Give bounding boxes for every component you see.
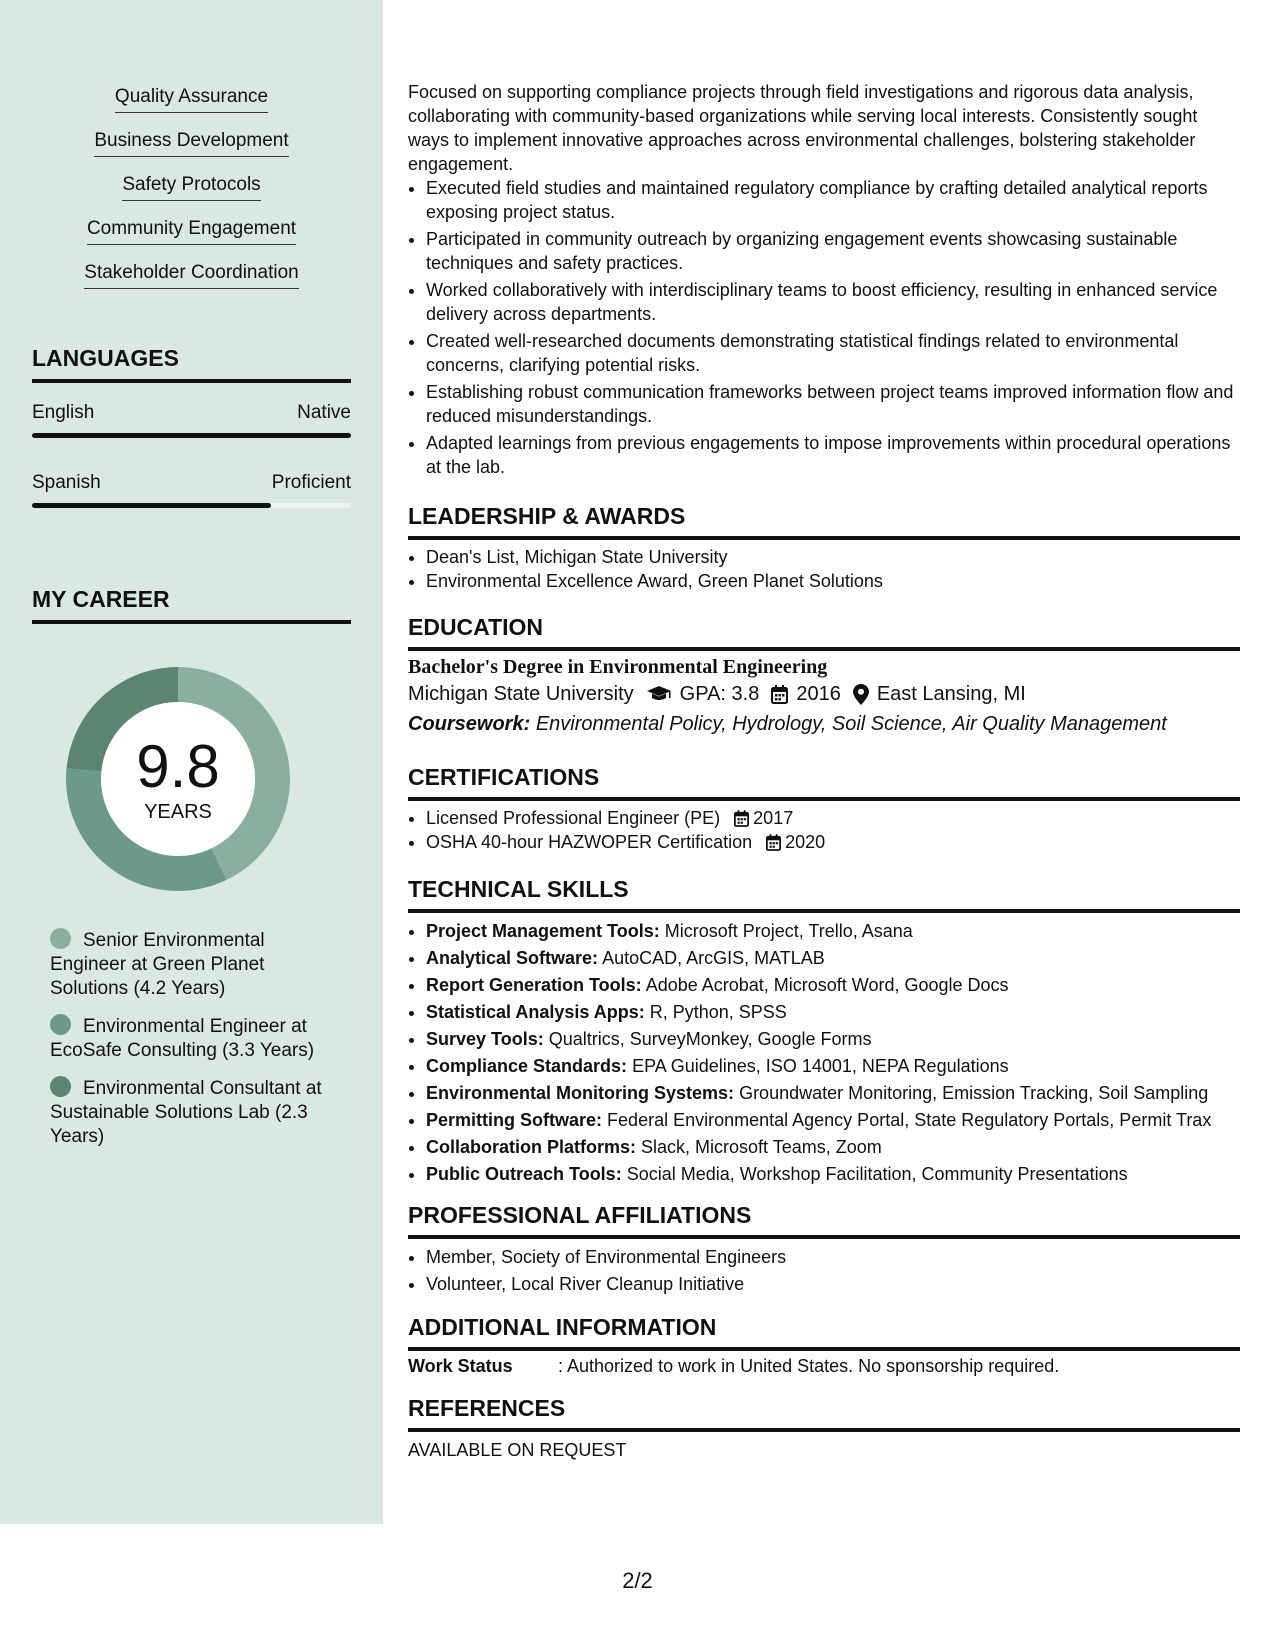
tech-skill-item [426, 1053, 1240, 1080]
language-bar-fill [32, 503, 271, 508]
tech-skill-label: Public Outreach Tools: [426, 1164, 622, 1184]
tech-skill-value: Qualtrics, SurveyMonkey, Google Forms [548, 1029, 872, 1049]
technical-skills-heading: TECHNICAL SKILLS [408, 876, 1240, 913]
legend-dot [50, 928, 71, 949]
tech-skill-label: Statistical Analysis Apps: [426, 1002, 645, 1022]
page-indicator: 2/2 [622, 1568, 653, 1593]
languages-heading: LANGUAGES [32, 345, 351, 383]
award-item: • Dean's List, Michigan State University [426, 545, 1240, 569]
certification-year: 2020 [785, 832, 826, 852]
career-legend-label: Environmental Consultant at Sustainable Solutions Lab (2.3 Years) [50, 1078, 322, 1147]
tech-skill-label: Compliance Standards: [426, 1056, 628, 1076]
tech-skill-value: Groundwater Monitoring, Emission Tracking, Soil Sampling [739, 1083, 1209, 1103]
certifications-list [408, 806, 1240, 854]
skill-item: Safety Protocols [122, 174, 260, 201]
award-item: • Environmental Excellence Award, Green Planet Solutions [426, 569, 1240, 593]
degree-title: Bachelor's Degree in Environmental Engineering [408, 656, 828, 678]
career-legend-item [50, 928, 330, 1001]
education-details [408, 679, 1240, 709]
career-legend-item [50, 1076, 330, 1149]
career-legend-label: Senior Environmental Engineer at Green Planet Solutions (4.2 Years) [50, 930, 265, 999]
career-donut-chart [63, 664, 293, 894]
tech-skill-value: Federal Environmental Agency Portal, State Regulatory Portals, Permit Trax [607, 1110, 1212, 1130]
career-total-unit: YEARS [144, 801, 212, 823]
tech-skill-value: Social Media, Workshop Facilitation, Community Presentations [626, 1164, 1128, 1184]
certification-year: 2017 [753, 808, 794, 828]
school-name: Michigan State University [408, 683, 634, 705]
job-summary: Focused on supporting compliance projects through field investigations and rigorous data analysis, collaborating with community-based organizations while serving local interests. Consistently sought ways to implement innovative approaches across environmental challenges, bolstering stakeholder engagement. [408, 82, 1198, 174]
certification-item [426, 830, 1240, 854]
job-bullet: • Created well-researched documents demonstrating statistical findings related to environmental concerns, clarifying potential risks. [426, 329, 1240, 377]
affiliations-heading: PROFESSIONAL AFFILIATIONS [408, 1202, 1240, 1239]
language-bar-fill [32, 433, 351, 438]
tech-skill-value: EPA Guidelines, ISO 14001, NEPA Regulations [632, 1056, 1009, 1076]
tech-skill-item [426, 972, 1240, 999]
coursework [408, 709, 1240, 739]
coursework-label: Coursework: [408, 713, 531, 735]
tech-skill-item [426, 918, 1240, 945]
tech-skill-item [426, 1026, 1240, 1053]
graduation-year: 2016 [796, 683, 841, 705]
work-status-row [408, 1356, 1240, 1377]
work-status-value: : Authorized to work in United States. No sponsorship required. [558, 1356, 1060, 1376]
school-location: East Lansing, MI [876, 683, 1026, 705]
calendar-icon [771, 685, 788, 704]
skill-item: Quality Assurance [115, 86, 268, 113]
skill-item: Stakeholder Coordination [84, 262, 298, 289]
certification-name: • OSHA 40-hour HAZWOPER Certification [426, 832, 753, 852]
certifications-heading: CERTIFICATIONS [408, 764, 1240, 801]
calendar-icon [766, 834, 781, 851]
job-bullets [408, 176, 1240, 479]
language-bar-spanish [32, 503, 351, 508]
affiliation-item: • Volunteer, Local River Cleanup Initiative [426, 1271, 1240, 1298]
skills-list [0, 86, 383, 306]
job-bullet: • Establishing robust communication frameworks between project teams improved information flow and reduced misunderstandings. [426, 380, 1240, 428]
experience-block [408, 80, 1240, 482]
tech-skill-label: Project Management Tools: [426, 921, 660, 941]
leadership-heading: LEADERSHIP & AWARDS [408, 503, 1240, 540]
tech-skill-label: Report Generation Tools: [426, 975, 642, 995]
skill-item: Community Engagement [87, 218, 296, 245]
language-row-english [32, 402, 351, 424]
tech-skill-value: Adobe Acrobat, Microsoft Word, Google Docs [645, 975, 1009, 995]
language-row-spanish [32, 472, 351, 494]
legend-dot [50, 1076, 71, 1097]
tech-skill-item [426, 999, 1240, 1026]
references-heading: REFERENCES [408, 1395, 1240, 1432]
language-bar-english [32, 433, 351, 438]
work-status-label: Work Status [408, 1356, 513, 1376]
affiliation-item: • Member, Society of Environmental Engineers [426, 1244, 1240, 1271]
tech-skill-value: Slack, Microsoft Teams, Zoom [641, 1137, 882, 1157]
sidebar [0, 0, 383, 1524]
language-name: Spanish [32, 472, 101, 493]
career-total-years: 9.8 [136, 733, 220, 800]
affiliations-list [408, 1244, 1240, 1298]
career-legend-item [50, 1014, 330, 1063]
tech-skill-item [426, 1080, 1240, 1107]
job-bullet: • Worked collaboratively with interdisciplinary teams to boost efficiency, resulting in enhanced service delivery across departments. [426, 278, 1240, 326]
tech-skill-label: Permitting Software: [426, 1110, 603, 1130]
education-heading: EDUCATION [408, 614, 1240, 651]
career-legend-label: Environmental Engineer at EcoSafe Consulting (3.3 Years) [50, 1016, 315, 1061]
certification-item [426, 806, 1240, 830]
technical-skills-list [408, 918, 1240, 1188]
tech-skill-label: Environmental Monitoring Systems: [426, 1083, 735, 1103]
language-level: Native [297, 402, 351, 423]
job-bullet: • Adapted learnings from previous engagements to impose improvements within procedural operations at the lab. [426, 431, 1240, 479]
tech-skill-value: AutoCAD, ArcGIS, MATLAB [602, 948, 825, 968]
tech-skill-value: Microsoft Project, Trello, Asana [664, 921, 913, 941]
additional-info-heading: ADDITIONAL INFORMATION [408, 1314, 1240, 1351]
gpa: GPA: 3.8 [679, 683, 760, 705]
skill-item: Business Development [94, 130, 288, 157]
references-text: AVAILABLE ON REQUEST [408, 1440, 627, 1460]
job-bullet: • Executed field studies and maintained regulatory compliance by crafting detailed analytical reports exposing project status. [426, 176, 1240, 224]
map-pin-icon [853, 684, 869, 705]
tech-skill-label: Survey Tools: [426, 1029, 544, 1049]
graduation-cap-icon [646, 685, 672, 703]
language-level: Proficient [271, 472, 351, 493]
education-entry [408, 656, 1240, 739]
tech-skill-item [426, 1161, 1240, 1188]
tech-skill-item [426, 945, 1240, 972]
tech-skill-item [426, 1107, 1240, 1134]
tech-skill-label: Collaboration Platforms: [426, 1137, 637, 1157]
tech-skill-item [426, 1134, 1240, 1161]
tech-skill-label: Analytical Software: [426, 948, 599, 968]
certification-name: • Licensed Professional Engineer (PE) [426, 808, 721, 828]
coursework-list: Environmental Policy, Hydrology, Soil Science, Air Quality Management [535, 713, 1167, 735]
legend-dot [50, 1014, 71, 1035]
job-bullet: • Participated in community outreach by organizing engagement events showcasing sustainable techniques and safety practices. [426, 227, 1240, 275]
calendar-icon [734, 810, 749, 827]
leadership-list [408, 545, 1240, 593]
tech-skill-value: R, Python, SPSS [649, 1002, 787, 1022]
career-heading: MY CAREER [32, 586, 351, 624]
language-name: English [32, 402, 95, 423]
